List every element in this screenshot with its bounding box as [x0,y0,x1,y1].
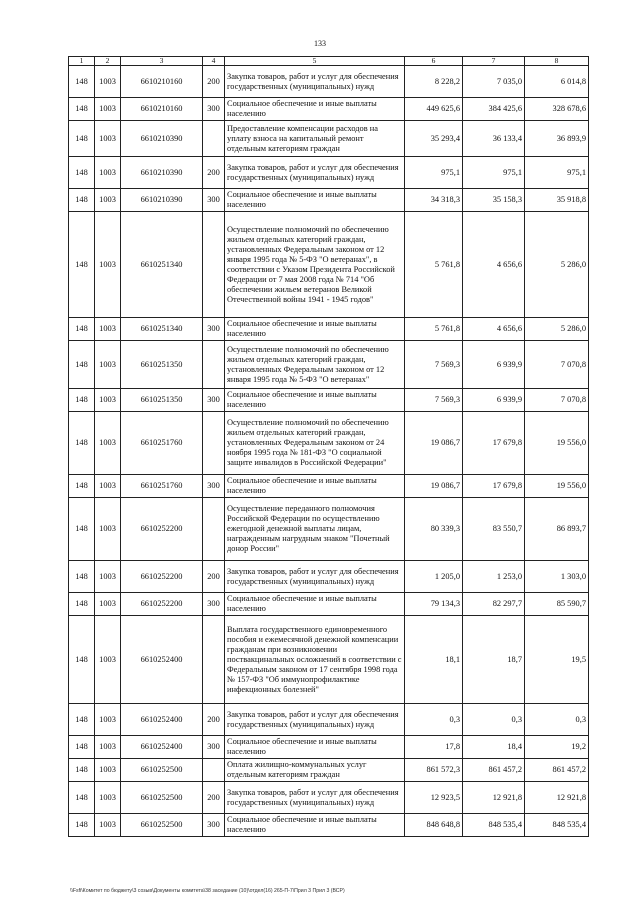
amount-year3-cell: 1 303,0 [525,561,589,593]
amount-year3-cell: 0,3 [525,704,589,736]
expense-type-cell: 300 [203,98,225,121]
section-code-cell: 1003 [95,341,121,389]
amount-year1-cell: 17,8 [405,736,463,759]
target-article-cell: 6610251350 [121,341,203,389]
amount-year2-cell: 18,4 [463,736,525,759]
amount-year3-cell: 86 893,7 [525,498,589,561]
amount-year3-cell: 85 590,7 [525,593,589,616]
expense-type-cell: 300 [203,389,225,412]
amount-year2-cell: 384 425,6 [463,98,525,121]
description-cell: Социальное обеспечение и иные выплаты населению [225,389,405,412]
section-code-cell: 1003 [95,157,121,189]
amount-year3-cell: 19,2 [525,736,589,759]
expense-type-cell: 200 [203,561,225,593]
description-cell: Оплата жилищно-коммунальных услуг отдельным категориям граждан [225,759,405,782]
table-row [69,782,589,814]
column-number-row [69,57,589,66]
amount-year2-cell: 18,7 [463,616,525,704]
table-row [69,212,589,318]
amount-year3-cell: 5 286,0 [525,318,589,341]
admin-code-cell: 148 [69,561,95,593]
table-row [69,498,589,561]
amount-year3-cell: 19 556,0 [525,412,589,475]
admin-code-cell: 148 [69,341,95,389]
target-article-cell: 6610251350 [121,389,203,412]
section-code-cell: 1003 [95,475,121,498]
amount-year1-cell: 848 648,8 [405,814,463,837]
amount-year1-cell: 18,1 [405,616,463,704]
amount-year1-cell: 7 569,3 [405,341,463,389]
admin-code-cell: 148 [69,121,95,157]
amount-year3-cell: 6 014,8 [525,66,589,98]
table-row [69,389,589,412]
target-article-cell: 6610251340 [121,212,203,318]
amount-year3-cell: 12 921,8 [525,782,589,814]
description-cell: Закупка товаров, работ и услуг для обеспечения государственных (муниципальных) нужд [225,782,405,814]
table-row [69,318,589,341]
table-row [69,593,589,616]
description-cell: Закупка товаров, работ и услуг для обеспечения государственных (муниципальных) нужд [225,157,405,189]
amount-year2-cell: 82 297,7 [463,593,525,616]
admin-code-cell: 148 [69,498,95,561]
expense-type-cell [203,412,225,475]
admin-code-cell: 148 [69,593,95,616]
column-number: 3 [121,57,203,66]
amount-year3-cell: 848 535,4 [525,814,589,837]
expense-type-cell: 200 [203,782,225,814]
admin-code-cell: 148 [69,389,95,412]
amount-year1-cell: 1 205,0 [405,561,463,593]
admin-code-cell: 148 [69,212,95,318]
amount-year2-cell: 975,1 [463,157,525,189]
amount-year2-cell: 36 133,4 [463,121,525,157]
table-row [69,561,589,593]
description-cell: Социальное обеспечение и иные выплаты населению [225,318,405,341]
column-number: 7 [463,57,525,66]
amount-year2-cell: 17 679,8 [463,475,525,498]
amount-year3-cell: 7 070,8 [525,389,589,412]
expense-type-cell: 200 [203,704,225,736]
column-number: 4 [203,57,225,66]
target-article-cell: 6610251760 [121,412,203,475]
section-code-cell: 1003 [95,593,121,616]
admin-code-cell: 148 [69,475,95,498]
admin-code-cell: 148 [69,759,95,782]
expense-type-cell: 300 [203,736,225,759]
table-row [69,121,589,157]
amount-year2-cell: 35 158,3 [463,189,525,212]
expense-type-cell: 300 [203,593,225,616]
section-code-cell: 1003 [95,498,121,561]
section-code-cell: 1003 [95,814,121,837]
admin-code-cell: 148 [69,616,95,704]
amount-year3-cell: 5 286,0 [525,212,589,318]
target-article-cell: 6610210160 [121,98,203,121]
description-cell: Социальное обеспечение и иные выплаты населению [225,736,405,759]
admin-code-cell: 148 [69,704,95,736]
target-article-cell: 6610252500 [121,759,203,782]
amount-year3-cell: 861 457,2 [525,759,589,782]
file-path-footer: \\Fsfi\Комитет по бюджету\3 созыв\Документы комитета\38 заседание (10)\отдел(16) 265-П-7\Прил 3 Прил 3 (ВСР) [70,888,345,894]
column-number: 2 [95,57,121,66]
table-row [69,736,589,759]
table-row [69,759,589,782]
target-article-cell: 6610252200 [121,593,203,616]
column-number: 5 [225,57,405,66]
admin-code-cell: 148 [69,157,95,189]
section-code-cell: 1003 [95,66,121,98]
table-row [69,189,589,212]
target-article-cell: 6610210390 [121,121,203,157]
section-code-cell: 1003 [95,704,121,736]
target-article-cell: 6610252400 [121,736,203,759]
amount-year2-cell: 861 457,2 [463,759,525,782]
table-row [69,616,589,704]
amount-year1-cell: 79 134,3 [405,593,463,616]
amount-year3-cell: 975,1 [525,157,589,189]
section-code-cell: 1003 [95,736,121,759]
amount-year1-cell: 8 228,2 [405,66,463,98]
target-article-cell: 6610210390 [121,189,203,212]
table-row [69,66,589,98]
admin-code-cell: 148 [69,66,95,98]
amount-year2-cell: 848 535,4 [463,814,525,837]
amount-year1-cell: 80 339,3 [405,498,463,561]
admin-code-cell: 148 [69,98,95,121]
expense-type-cell: 200 [203,66,225,98]
amount-year1-cell: 12 923,5 [405,782,463,814]
target-article-cell: 6610251340 [121,318,203,341]
amount-year1-cell: 449 625,6 [405,98,463,121]
amount-year3-cell: 35 918,8 [525,189,589,212]
description-cell: Предоставление компенсации расходов на уплату взноса на капитальный ремонт отдельным категориям граждан [225,121,405,157]
admin-code-cell: 148 [69,189,95,212]
amount-year2-cell: 17 679,8 [463,412,525,475]
amount-year2-cell: 7 035,0 [463,66,525,98]
section-code-cell: 1003 [95,389,121,412]
table-row [69,98,589,121]
target-article-cell: 6610252400 [121,704,203,736]
description-cell: Закупка товаров, работ и услуг для обеспечения государственных (муниципальных) нужд [225,704,405,736]
amount-year1-cell: 5 761,8 [405,318,463,341]
table-row [69,341,589,389]
expense-type-cell: 300 [203,814,225,837]
description-cell: Осуществление полномочий по обеспечению жильем отдельных категорий граждан, установленных Федеральным законом от 12 января 1995 года № 5-ФЗ "О ветеранах" [225,341,405,389]
table-row [69,475,589,498]
amount-year2-cell: 4 656,6 [463,318,525,341]
description-cell: Осуществление переданного полномочия Российской Федерации по осуществлению ежегодной денежной выплаты лицам, награжденным нагрудным знаком "Почетный донор России" [225,498,405,561]
amount-year1-cell: 35 293,4 [405,121,463,157]
amount-year2-cell: 4 656,6 [463,212,525,318]
section-code-cell: 1003 [95,121,121,157]
target-article-cell: 6610252200 [121,561,203,593]
amount-year1-cell: 861 572,3 [405,759,463,782]
amount-year1-cell: 19 086,7 [405,475,463,498]
description-cell: Социальное обеспечение и иные выплаты населению [225,98,405,121]
amount-year3-cell: 19,5 [525,616,589,704]
admin-code-cell: 148 [69,736,95,759]
section-code-cell: 1003 [95,759,121,782]
description-cell: Социальное обеспечение и иные выплаты населению [225,814,405,837]
amount-year3-cell: 7 070,8 [525,341,589,389]
expense-type-cell [203,121,225,157]
admin-code-cell: 148 [69,782,95,814]
target-article-cell: 6610252400 [121,616,203,704]
section-code-cell: 1003 [95,189,121,212]
section-code-cell: 1003 [95,412,121,475]
amount-year2-cell: 6 939,9 [463,389,525,412]
amount-year3-cell: 36 893,9 [525,121,589,157]
description-cell: Социальное обеспечение и иные выплаты населению [225,475,405,498]
table-row [69,814,589,837]
amount-year1-cell: 19 086,7 [405,412,463,475]
expense-type-cell [203,212,225,318]
amount-year1-cell: 975,1 [405,157,463,189]
section-code-cell: 1003 [95,98,121,121]
table-row [69,704,589,736]
amount-year1-cell: 0,3 [405,704,463,736]
page-number: 133 [314,39,326,48]
amount-year1-cell: 34 318,3 [405,189,463,212]
amount-year3-cell: 19 556,0 [525,475,589,498]
target-article-cell: 6610210160 [121,66,203,98]
description-cell: Закупка товаров, работ и услуг для обеспечения государственных (муниципальных) нужд [225,66,405,98]
section-code-cell: 1003 [95,782,121,814]
expense-type-cell: 200 [203,157,225,189]
expense-type-cell [203,498,225,561]
expense-type-cell: 300 [203,189,225,212]
table-row [69,412,589,475]
expense-type-cell [203,759,225,782]
description-cell: Выплата государственного единовременного пособия и ежемесячной денежной компенсации гражданам при возникновении поствакцинальных осложнений в соответствии с Федеральным законом от 17 сентября 1998 года № 157-ФЗ "Об иммунопрофилактике инфекционных болезней" [225,616,405,704]
column-number: 6 [405,57,463,66]
table-row [69,157,589,189]
section-code-cell: 1003 [95,212,121,318]
target-article-cell: 6610252500 [121,782,203,814]
budget-table [68,56,589,837]
description-cell: Осуществление полномочий по обеспечению жильем отдельных категорий граждан, установленных Федеральным законом от 12 января 1995 года № 5-ФЗ "О ветеранах", в соответствии с Указом Президента Российской Федерации от 7 мая 2008 года № 714 "Об обеспечении жильем ветеранов Великой Отечественной войны 1941 - 1945 годов" [225,212,405,318]
target-article-cell: 6610252500 [121,814,203,837]
description-cell: Осуществление полномочий по обеспечению жильем отдельных категорий граждан, установленных Федеральным законом от 24 ноября 1995 года № 181-ФЗ "О социальной защите инвалидов в Российской Федерации" [225,412,405,475]
expense-type-cell [203,341,225,389]
amount-year2-cell: 6 939,9 [463,341,525,389]
expense-type-cell: 300 [203,318,225,341]
column-number: 1 [69,57,95,66]
expense-type-cell: 300 [203,475,225,498]
target-article-cell: 6610251760 [121,475,203,498]
admin-code-cell: 148 [69,814,95,837]
section-code-cell: 1003 [95,616,121,704]
amount-year2-cell: 12 921,8 [463,782,525,814]
amount-year2-cell: 0,3 [463,704,525,736]
section-code-cell: 1003 [95,561,121,593]
description-cell: Социальное обеспечение и иные выплаты населению [225,189,405,212]
target-article-cell: 6610210390 [121,157,203,189]
target-article-cell: 6610252200 [121,498,203,561]
expense-type-cell [203,616,225,704]
admin-code-cell: 148 [69,318,95,341]
description-cell: Закупка товаров, работ и услуг для обеспечения государственных (муниципальных) нужд [225,561,405,593]
amount-year1-cell: 5 761,8 [405,212,463,318]
column-number: 8 [525,57,589,66]
table-body [69,57,589,837]
section-code-cell: 1003 [95,318,121,341]
amount-year3-cell: 328 678,6 [525,98,589,121]
amount-year2-cell: 83 550,7 [463,498,525,561]
admin-code-cell: 148 [69,412,95,475]
amount-year2-cell: 1 253,0 [463,561,525,593]
description-cell: Социальное обеспечение и иные выплаты населению [225,593,405,616]
amount-year1-cell: 7 569,3 [405,389,463,412]
